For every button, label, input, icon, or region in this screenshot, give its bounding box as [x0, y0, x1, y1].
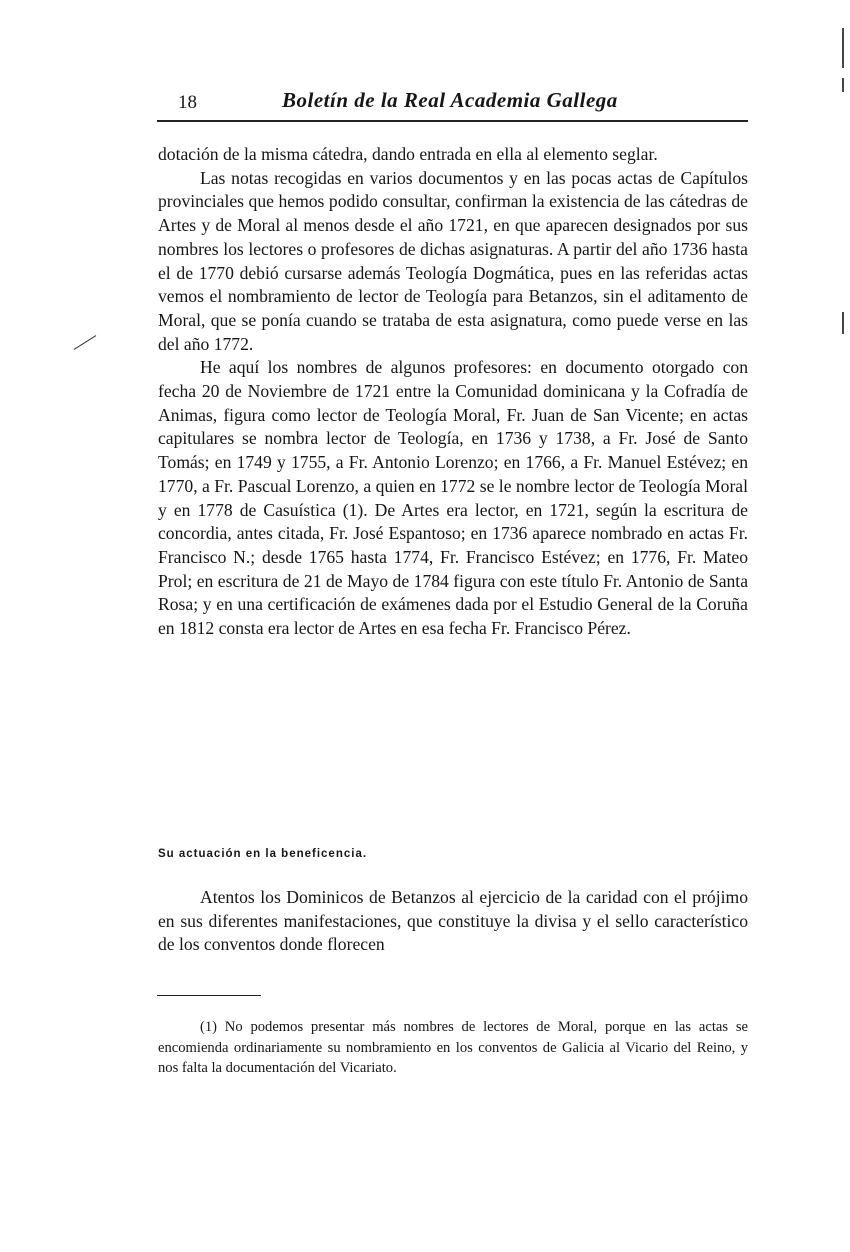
paragraph-charity: Atentos los Dominicos de Betanzos al ejercicio de la caridad con el prójimo en sus diferentes manifestaciones, que constituye la divisa y el sello característico de los conventos donde florecen — [158, 887, 748, 955]
edge-scan-mark — [842, 28, 844, 68]
section-heading: Su actuación en la beneficencia. — [158, 848, 368, 860]
margin-pencil-mark — [74, 335, 97, 350]
header-rule — [157, 120, 748, 122]
footnote — [158, 1017, 748, 1079]
footnote-rule — [157, 995, 261, 996]
footnote-text: (1) No podemos presentar más nombres de lectores de Moral, porque en las actas se encomienda ordinariamente su nombramiento en los conventos de Galicia al Vicario del Reino, y nos falta la documentación del Vicariato. — [158, 1019, 748, 1076]
running-title: Boletín de la Real Academia Gallega — [282, 88, 618, 112]
main-text — [158, 143, 748, 641]
paragraph-professors: He aquí los nombres de algunos profesores: en documento otorgado con fecha 20 de Noviembre de 1721 entre la Comunidad dominicana y la Cofradía de Animas, figura como lector de Teología Moral, Fr. Juan de San Vicente; en actas capitulares se nombra lector de Teología, en 1736 y 1738, a Fr. José de Santo Tomás; en 1749 y 1755, a Fr. Antonio Lorenzo; en 1766, a Fr. Manuel Estévez; en 1770, a Fr. Pascual Lorenzo, a quien en 1772 se le nombre lector de Teología Moral y en 1778 de Casuística (1). De Artes era lector, en 1721, según la escritura de concordia, antes citada, Fr. José Espantoso; en 1736 aparece nombrado en actas Fr. Francisco N.; desde 1765 hasta 1774, Fr. Francisco Estévez; en 1776, Fr. Mateo Prol; en escritura de 21 de Mayo de 1784 figura con este título Fr. Antonio de Santa Rosa; y en una certificación de exámenes dada por el Estudio General de la Coruña en 1812 consta era lector de Artes en esa fecha Fr. Francisco Pérez. — [158, 357, 748, 639]
edge-scan-mark — [842, 78, 844, 92]
section-text — [158, 886, 748, 957]
page-number: 18 — [178, 92, 197, 113]
paragraph-continuation: dotación de la misma cátedra, dando entrada en ella al elemento seglar. — [158, 144, 658, 164]
edge-scan-mark — [842, 312, 844, 334]
paragraph-chairs: Las notas recogidas en varios documentos y en las pocas actas de Capítulos provinciales que hemos podido consultar, confirman la existencia de las cátedras de Artes y de Moral al menos desde el año 1721, en que aparecen designados por sus nombres los lectores o profesores de dichas asignaturas. A partir del año 1736 hasta el de 1770 debió cursarse además Teología Dogmática, pues en las referidas actas vemos el nombramiento de lector de Teología para Betanzos, sin el aditamento de Moral, que se ponía cuando se trataba de esta asignatura, como puede verse en las del año 1772. — [158, 167, 748, 354]
